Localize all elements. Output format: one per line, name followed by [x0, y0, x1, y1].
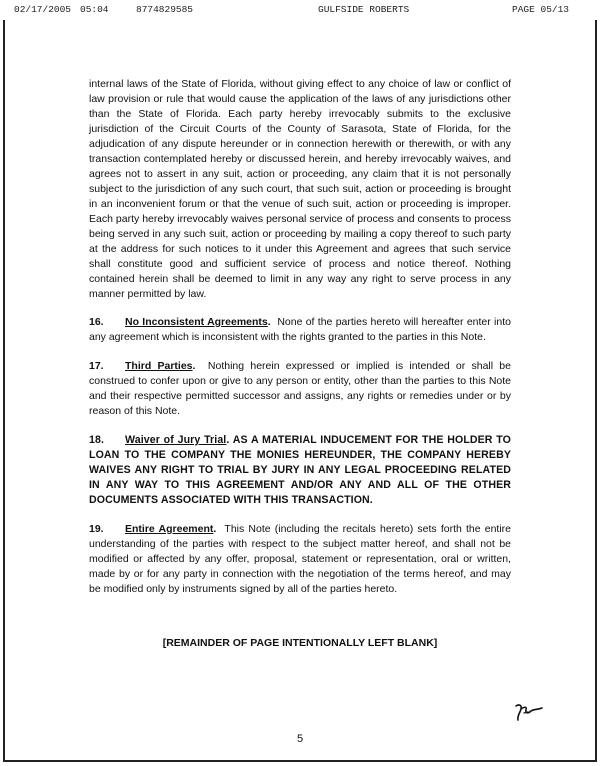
section-number: 19.	[89, 523, 104, 535]
fax-date: 02/17/2005	[14, 4, 72, 15]
page-border-left	[3, 20, 5, 762]
section-text: Nothing herein expressed or implied is intended or shall be construed to confer upon or give to any person or entity, other than the parties to this Note and their respective permitted successor and assigns, any rights or remedies under or by reason of this Note.	[89, 360, 511, 417]
section-title: Entire Agreement	[125, 523, 214, 535]
section-text: None of the parties hereto will hereafter enter into any agreement which is inconsistent with the rights granted to the parties in this Note.	[89, 316, 511, 343]
intro-paragraph: internal laws of the State of Florida, without giving effect to any choice of law or conflict of law provision or rule that would cause the application of the laws of any jurisdictions other than the State of Florida. Each party hereby irrevocably submits to the exclusive jurisdiction of the Circuit Courts of the County of Sarasota, State of Florida, for the adjudication of any dispute hereunder or in connection herewith or therewith, or with any transaction contemplated hereby or discussed herein, and hereby irrevocably waives, and agrees not to assert in any suit, action or proceeding, any claim that it is not personally subject to the jurisdiction of any such court, that such suit, action or proceeding is brought in an inconvenient forum or that the venue of such suit, action or proceeding is improper. Each party hereby irrevocably waives personal service of process and consents to process being served in any such suit, action or proceeding by mailing a copy thereof to such party at the address for such notices to it under this Agreement and agrees that such service shall constitute good and sufficient service of process and notice thereof. Nothing contained herein shall be deemed to limit in any way any right to serve process in any manner permitted by law.	[89, 78, 511, 300]
section-title-period: .	[226, 434, 230, 446]
fax-header	[0, 0, 600, 20]
page-border-bottom	[3, 760, 597, 762]
fax-number: 8774829585	[136, 4, 194, 15]
section-text: AS A MATERIAL INDUCEMENT FOR THE HOLDER TO LOAN TO THE COMPANY THE MONIES HEREUNDER, THE COMPANY HEREBY WAIVES ANY RIGHT TO TRIAL BY JURY IN ANY LEGAL PROCEEDING RELATED IN ANY WAY TO THIS AGREEMENT AND/OR ANY AND ALL OF THE OTHER DOCUMENTS ASSOCIATED WITH THIS TRANSACTION.	[89, 434, 511, 506]
section-title-period: .	[192, 360, 196, 372]
fax-sender: GULFSIDE ROBERTS	[318, 4, 410, 15]
page-border-right	[595, 20, 597, 762]
section-number: 17.	[89, 360, 104, 372]
section-16	[89, 315, 511, 345]
section-title: Waiver of Jury Trial	[125, 434, 227, 446]
section-title: Third Parties	[125, 360, 193, 372]
fax-page-count: PAGE 05/13	[512, 4, 570, 15]
remainder-blank-note: [REMAINDER OF PAGE INTENTIONALLY LEFT BLANK]	[162, 637, 438, 649]
section-18	[89, 433, 511, 508]
section-17	[89, 359, 511, 419]
fax-time: 05:04	[80, 4, 109, 15]
section-19	[89, 522, 511, 597]
section-text: This Note (including the recitals hereto) sets forth the entire understanding of the parties with respect to the subject matter hereof, and shall not be modified or affected by any offer, proposal, statement or representation, oral or written, made by or for any party in connection with the negotiation of the terms hereof, and may be modified only by instruments signed by all of the parties hereto.	[89, 523, 511, 595]
section-title: No Inconsistent Agreements	[125, 316, 268, 328]
section-number: 16.	[89, 316, 104, 328]
document-body	[89, 77, 511, 611]
handwritten-initials-icon	[512, 700, 546, 724]
section-title-period: .	[213, 523, 217, 535]
section-title-period: .	[267, 316, 271, 328]
section-number: 18.	[89, 434, 105, 446]
page-number: 5	[296, 733, 304, 745]
